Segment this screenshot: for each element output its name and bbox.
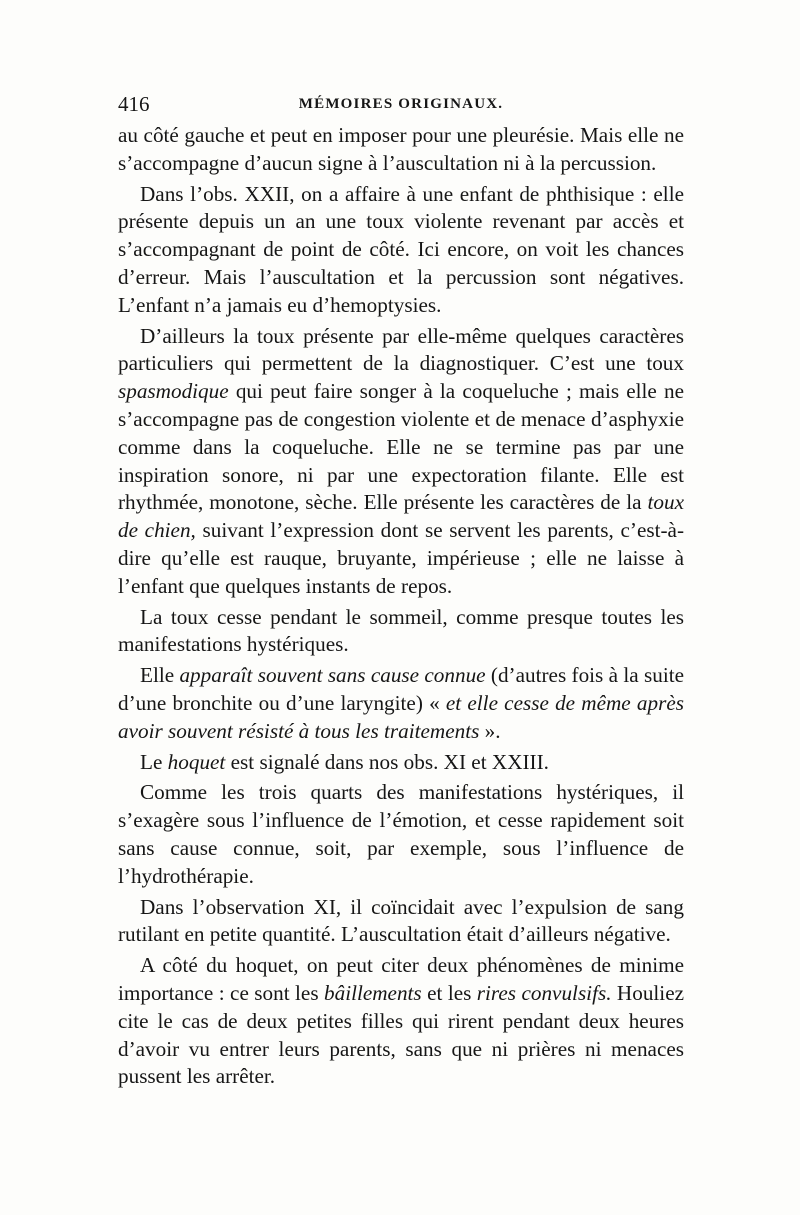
text-run: ».: [479, 718, 501, 743]
paragraph-obs-xxii: Dans l’obs. XXII, on a affaire à une enfant de phthisique : elle présente depuis un an une toux violente revenant par accès et s’accompagnant de point de côté. Ici encore, on voit les chances d’erreur. Mais l’auscultation et la percussion sont négatives. L’enfant n’a jamais eu d’hemoptysies.: [118, 181, 684, 317]
text-run: (d’autres fois à la suite d’une bronchite ou d’une laryngite) «: [118, 663, 684, 715]
paragraph-toux-caracteres: [118, 323, 684, 601]
text-run: Houliez cite le cas de deux petites filles qui rirent pendant deux heures d’avoir vu entrer leurs parents, sans que ni prières ni menaces pussent les arrêter.: [118, 980, 684, 1089]
page-number: 416: [118, 92, 150, 116]
text-run: suivant l’expression dont se servent les parents, c’est-à-dire qu’elle est rauque, bruyante, impérieuse ; elle ne laisse à l’enfant que quelques instants de repos.: [118, 518, 684, 598]
italic-term: hoquet: [167, 749, 226, 774]
text-run: A côté du hoquet, on peut citer deux phénomènes de minime importance : ce sont les: [118, 953, 684, 1005]
paragraph-hoquet: [118, 749, 684, 777]
paragraph-observation-xi: Dans l’observation XI, il coïncidait avec l’expulsion de sang rutilant en petite quantité. L’auscultation était d’ailleurs négative.: [118, 894, 684, 947]
body-text: [118, 122, 684, 1094]
paragraph-baillements: [118, 952, 684, 1091]
running-title: MÉMOIRES ORIGINAUX.: [298, 96, 504, 112]
paragraph-continuation: au côté gauche et peut en imposer pour une pleurésie. Mais elle ne s’accompagne d’aucun signe à l’auscultation ni à la percussion.: [118, 123, 684, 175]
paragraph-apparait: [118, 662, 684, 745]
text-run: et les: [421, 980, 477, 1005]
paragraph-emotion: Comme les trois quarts des manifestations hystériques, il s’exagère sous l’influence de l’émotion, et cesse rapidement soit sans cause connue, soit, par exemple, sous l’influence de l’hydrothérapie.: [118, 780, 684, 888]
italic-term: rires convulsifs.: [476, 980, 612, 1005]
text-run: qui peut faire songer à la coqueluche ; mais elle ne s’accompagne pas de congestion violente et de menace d’asphyxie comme dans la coqueluche. Elle ne se termine pas par une inspiration sonore, ni par une expectoration filante. Elle est rhythmée, monotone, sèche. Elle présente les caractères de la: [118, 379, 684, 515]
italic-quote: et elle cesse de même après avoir souvent résisté à tous les traitements: [118, 690, 684, 743]
italic-term: toux de chien,: [118, 490, 684, 543]
italic-term: bâillements: [324, 980, 422, 1005]
paragraph-toux-sommeil: La toux cesse pendant le sommeil, comme presque toutes les manifestations hystériques.: [118, 604, 684, 657]
page-header: [118, 92, 684, 122]
text-run: est signalé dans nos obs. XI et XXIII.: [225, 749, 549, 774]
italic-term: spasmodique: [118, 379, 229, 404]
text-run: Elle: [140, 663, 180, 688]
italic-term: apparaît souvent sans cause connue: [179, 663, 486, 688]
text-run: Le: [140, 749, 168, 774]
text-run: D’ailleurs la toux présente par elle-même quelques caractères particuliers qui permettent de la diagnostiquer. C’est une toux: [118, 323, 684, 376]
